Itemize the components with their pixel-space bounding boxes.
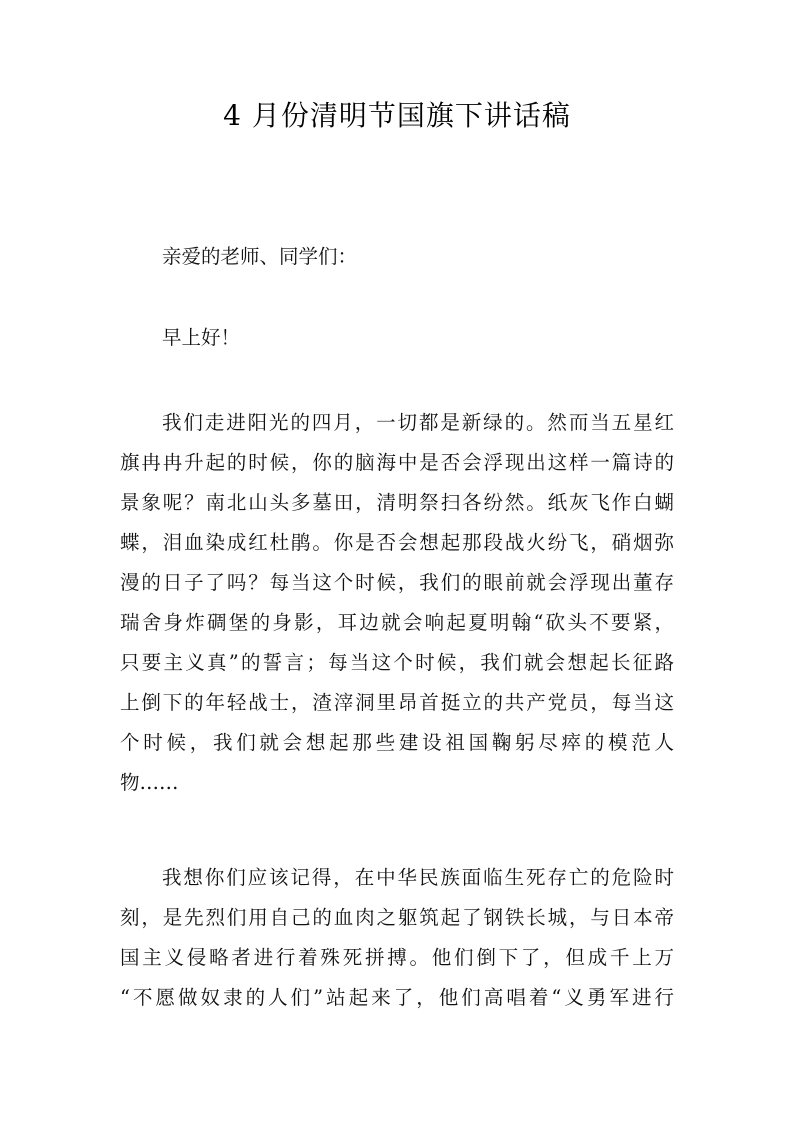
paragraph-line: 蝶，泪血染成红杜鹃。你是否会想起那段战火纷飞，硝烟弥 — [120, 531, 674, 554]
paragraph-line: 个时候，我们就会想起那些建设祖国鞠躬尽瘁的模范人 — [120, 731, 674, 754]
paragraph-line: 我想你们应该记得，在中华民族面临生死存亡的危险时 — [162, 866, 674, 889]
salutation: 亲爱的老师、同学们： — [162, 245, 358, 268]
paragraph-line: 上倒下的年轻战士，渣滓洞里昂首挺立的共产党员，每当这 — [120, 691, 674, 714]
document-title: 4 月份清明节国旗下讲话稿 — [223, 99, 571, 132]
paragraph-line: 刻，是先烈们用自己的血肉之躯筑起了钢铁长城，与日本帝 — [120, 906, 674, 929]
paragraph-line: 我们走进阳光的四月，一切都是新绿的。然而当五星红 — [162, 411, 674, 434]
paragraph-line: 景象呢？南北山头多墓田，清明祭扫各纷然。纸灰飞作白蝴 — [120, 491, 674, 514]
paragraph-line: 旗冉冉升起的时候，你的脑海中是否会浮现出这样一篇诗的 — [120, 451, 674, 474]
paragraph-line: 物…… — [120, 771, 179, 794]
greeting: 早上好！ — [162, 326, 241, 349]
paragraph-line: “不愿做奴隶的人们”站起来了，他们高唱着“义勇军进行 — [120, 986, 674, 1009]
paragraph-line: 漫的日子了吗？每当这个时候，我们的眼前就会浮现出董存 — [120, 571, 674, 594]
paragraph-line: 国主义侵略者进行着殊死拼搏。他们倒下了，但成千上万 — [120, 946, 674, 969]
paragraph-line: 只要主义真”的誓言；每当这个时候，我们就会想起长征路 — [120, 651, 674, 674]
paragraph-line: 瑞舍身炸碉堡的身影，耳边就会响起夏明翰“砍头不要紧， — [120, 611, 674, 634]
